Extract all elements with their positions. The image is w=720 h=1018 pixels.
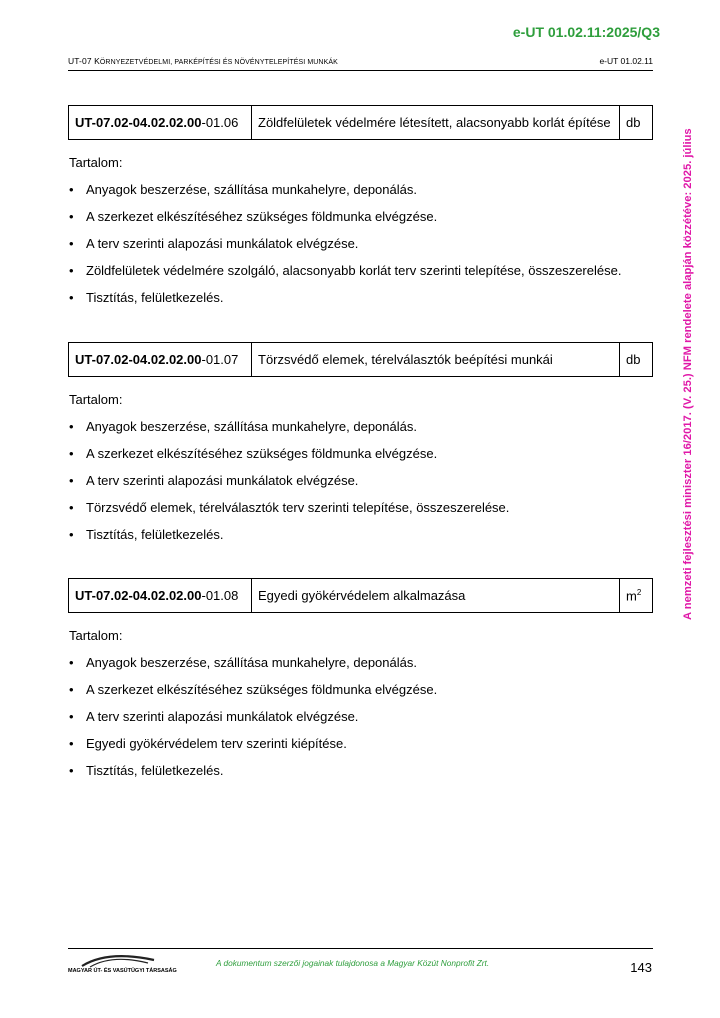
item-title: Zöldfelületek védelmére létesített, alacsonyabb korlát építése [252, 106, 620, 140]
item-section [68, 578, 653, 778]
publication-note: A nemzeti fejlesztési miniszter 16/2017. (V. 25.) NFM rendelete alapján közzétéve: 2025. július [682, 128, 694, 620]
list-item: • A terv szerinti alapozási munkálatok elvégzése. [68, 474, 653, 488]
list-item: • Zöldfelületek védelmére szolgáló, alacsonyabb korlát terv szerinti telepítése, összeszerelése. [68, 264, 653, 278]
item-code: UT-07.02-04.02.02.00-01.07 [69, 343, 252, 377]
item-code: UT-07.02-04.02.02.00-01.06 [69, 106, 252, 140]
item-header-table [68, 105, 653, 140]
logo-text: MAGYAR ÚT- ÉS VASÚTÜGYI TÁRSASÁG [68, 968, 177, 974]
document-code: e-UT 01.02.11:2025/Q3 [512, 24, 660, 40]
contents-list [68, 420, 653, 542]
item-header-table [68, 578, 653, 613]
list-item: • Anyagok beszerzése, szállítása munkahelyre, deponálás. [68, 183, 653, 197]
list-item: • Tisztítás, felületkezelés. [68, 528, 653, 542]
company-logo [68, 952, 177, 974]
footer-divider [68, 948, 653, 949]
contents-list [68, 656, 653, 778]
list-item: • Tisztítás, felületkezelés. [68, 764, 653, 778]
list-item: • A terv szerinti alapozási munkálatok elvégzése. [68, 237, 653, 251]
list-item: • A szerkezet elkészítéséhez szükséges földmunka elvégzése. [68, 683, 653, 697]
item-unit: $m^2$ [620, 579, 653, 613]
running-header [68, 56, 653, 71]
list-item: • Anyagok beszerzése, szállítása munkahelyre, deponálás. [68, 656, 653, 670]
list-item: • Egyedi gyökérvédelem terv szerinti kiépítése. [68, 737, 653, 751]
list-item: • A szerkezet elkészítéséhez szükséges földmunka elvégzése. [68, 447, 653, 461]
list-item: • Anyagok beszerzése, szállítása munkahelyre, deponálás. [68, 420, 653, 434]
contents-label: Tartalom: [69, 628, 123, 643]
contents-list [68, 183, 653, 305]
list-item: • Tisztítás, felületkezelés. [68, 291, 653, 305]
item-title: Törzsvédő elemek, térelválasztók beépítési munkái [252, 343, 620, 377]
logo-swoosh-icon [68, 952, 168, 968]
list-item: • Törzsvédő elemek, térelválasztók terv szerinti telepítése, összeszerelése. [68, 501, 653, 515]
header-chapter-title: UT-07 KÖRNYEZETVÉDELMI, PARKÉPÍTÉSI ÉS NÖVÉNYTELEPÍTÉSI MUNKÁK [68, 56, 338, 66]
item-header-table [68, 342, 653, 377]
list-item: • A terv szerinti alapozási munkálatok elvégzése. [68, 710, 653, 724]
item-title: Egyedi gyökérvédelem alkalmazása [252, 579, 620, 613]
item-code: UT-07.02-04.02.02.00-01.08 [69, 579, 252, 613]
list-item: • A szerkezet elkészítéséhez szükséges földmunka elvégzése. [68, 210, 653, 224]
item-unit: db [620, 106, 653, 140]
item-unit: db [620, 343, 653, 377]
header-doc-id: e-UT 01.02.11 [599, 56, 653, 66]
item-section [68, 105, 653, 305]
page-number: 143 [630, 960, 652, 975]
item-section [68, 342, 653, 542]
copyright-note: A dokumentum szerzői jogainak tulajdonosa a Magyar Közút Nonprofit Zrt. [216, 958, 490, 968]
contents-label: Tartalom: [69, 392, 123, 407]
contents-label: Tartalom: [69, 155, 123, 170]
